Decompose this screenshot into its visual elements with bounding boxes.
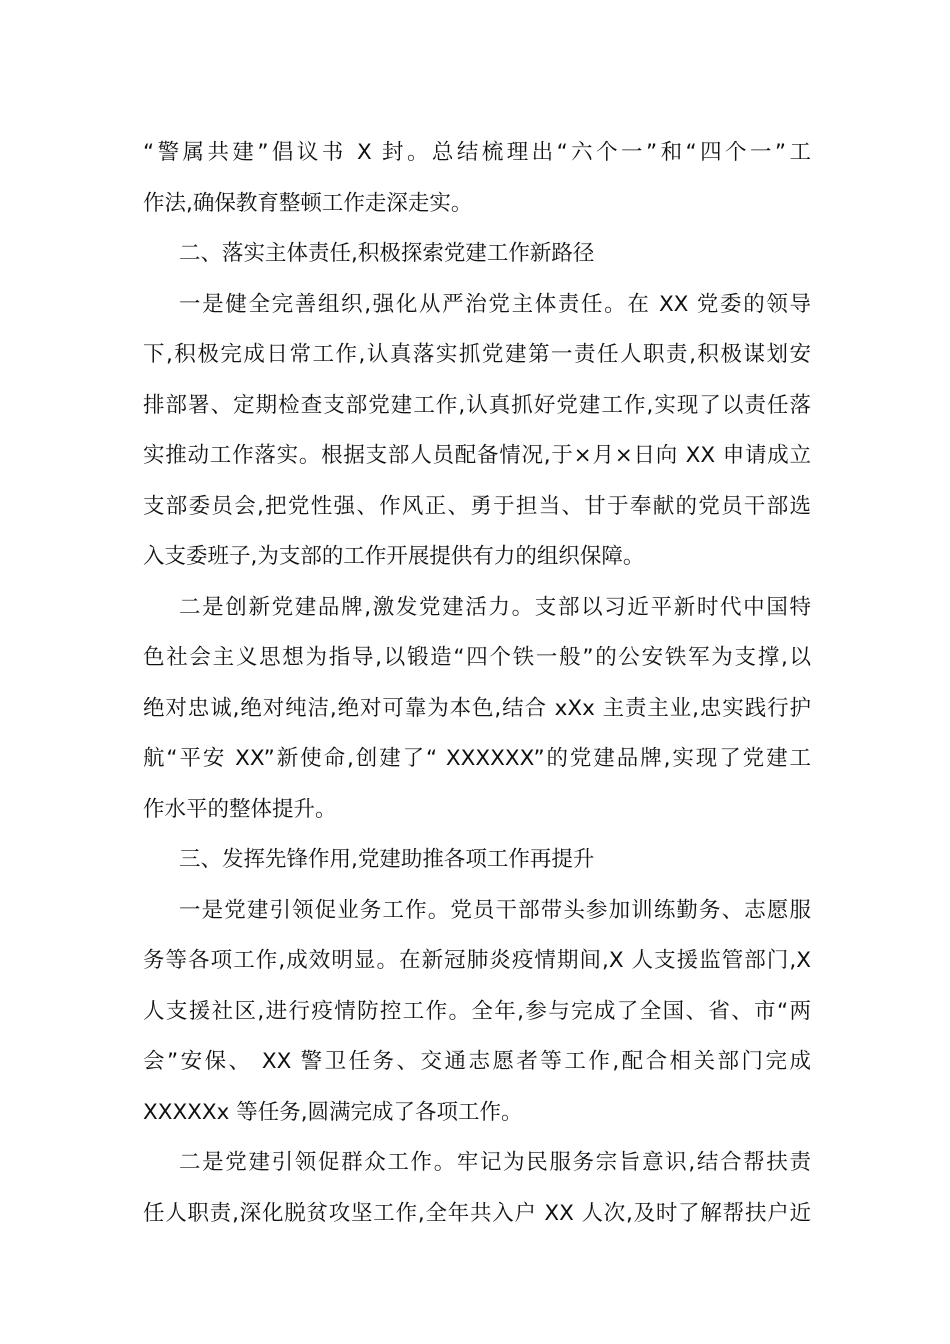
text-line: 务等各项工作,成效明显。在新冠肺炎疫情期间,X 人支援监管部门,X — [143, 948, 811, 973]
text-line: 支部委员会,把党性强、作风正、勇于担当、甘于奉献的党员干部选 — [143, 493, 811, 519]
text-line: 色社会主义思想为指导,以锻造“四个铁一般”的公安铁军为支撑,以 — [143, 645, 811, 670]
text-line: 一是党建引领促业务工作。党员干部带头参加训练勤务、志愿服 — [179, 897, 811, 923]
text-line: 排部署、定期检查支部党建工作,认真抓好党建工作,实现了以责任落 — [143, 392, 811, 418]
text-line: 绝对忠诚,绝对纯洁,绝对可靠为本色,结合 xXx 主责主业,忠实践行护 — [143, 695, 811, 721]
section-heading: 二、落实主体责任,积极探索党建工作新路径 — [179, 241, 595, 266]
text-line: 人支援社区,进行疫情防控工作。全年,参与完成了全国、省、市“两 — [143, 998, 811, 1024]
text-line: 二是党建引领促群众工作。牢记为民服务宗旨意识,结合帮扶责 — [179, 1150, 811, 1175]
text-line: 作水平的整体提升。 — [143, 796, 337, 822]
text-line: 航“平安 XX”新使命,创建了“ XXXXXX”的党建品牌,实现了党建工 — [143, 746, 811, 771]
text-line: 任人职责,深化脱贫攻坚工作,全年共入户 XX 人次,及时了解帮扶户近 — [143, 1200, 811, 1226]
text-line: 实推动工作落实。根据支部人员配备情况,于×月×日向 XX 申请成立 — [143, 443, 811, 468]
section-heading: 三、发挥先锋作用,党建助推各项工作再提升 — [179, 847, 595, 872]
text-line: 作法,确保教育整顿工作走深走实。 — [143, 190, 473, 216]
text-line: 入支委班子,为支部的工作开展提供有力的组织保障。 — [143, 544, 645, 569]
text-line: 会”安保、 XX 警卫任务、交通志愿者等工作,配合相关部门完成 — [143, 1049, 811, 1074]
document-body — [143, 128, 811, 1239]
text-line: “警属共建”倡议书 X 封。总结梳理出“六个一”和“四个一”工 — [143, 140, 811, 165]
text-line: 下,积极完成日常工作,认真落实抓党建第一责任人职责,积极谋划安 — [143, 342, 811, 367]
text-line: 一是健全完善组织,强化从严治党主体责任。在 XX 党委的领导 — [179, 291, 811, 317]
text-line: XXXXXx 等任务,圆满完成了各项工作。 — [143, 1099, 523, 1125]
text-line: 二是创新党建品牌,激发党建活力。支部以习近平新时代中国特 — [179, 594, 811, 620]
